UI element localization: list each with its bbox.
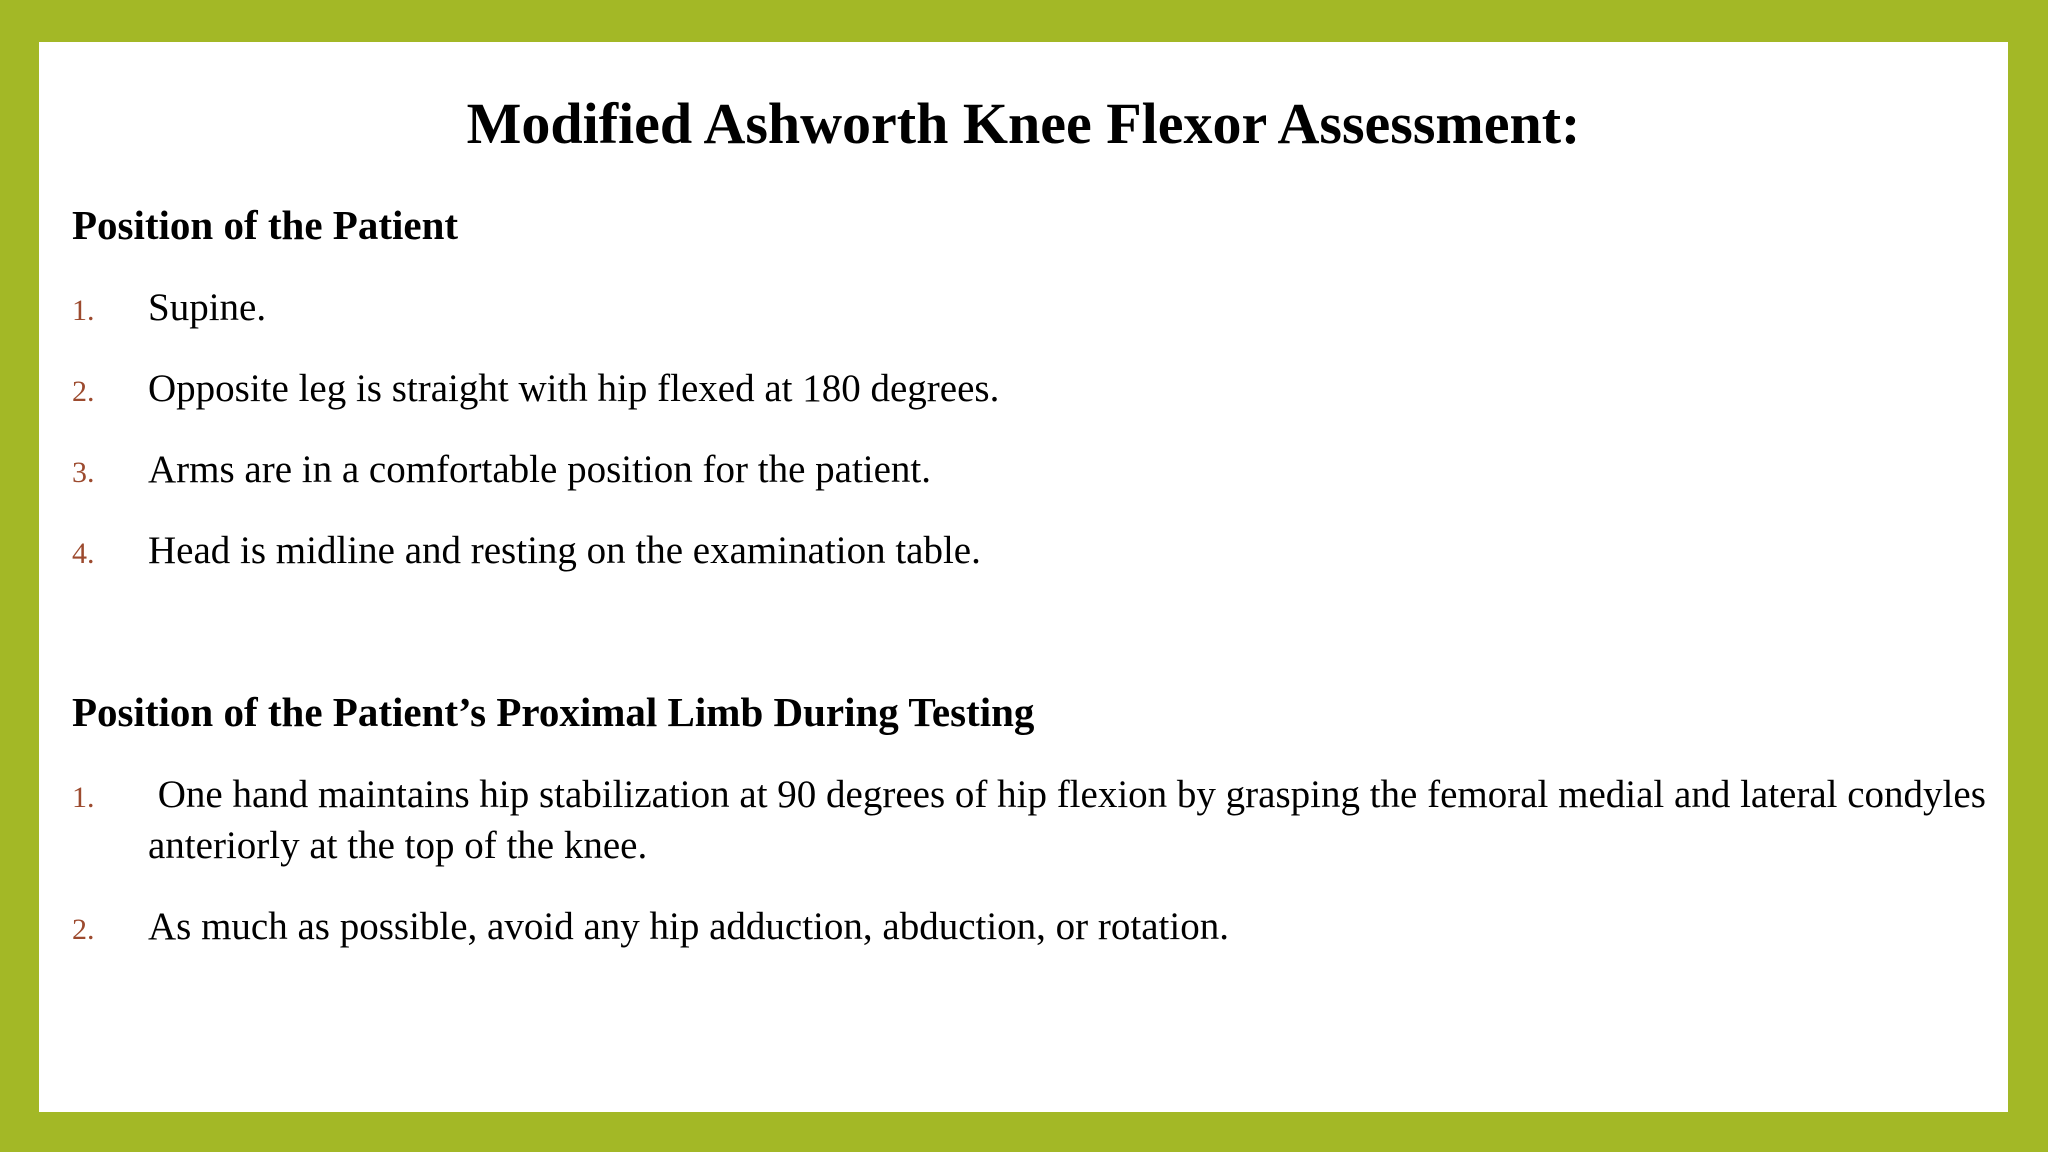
list-number: 2.	[72, 913, 95, 946]
list-number: 2.	[72, 375, 95, 408]
list-number: 3.	[72, 456, 95, 489]
list-text: Arms are in a comfortable position for the patient.	[148, 448, 932, 491]
list-text: Supine.	[148, 286, 267, 329]
list-text: Head is midline and resting on the examination table.	[148, 529, 981, 572]
section-heading-proximal-limb: Position of the Patient’s Proximal Limb During Testing	[72, 689, 1035, 735]
list-text: Opposite leg is straight with hip flexed at 180 degrees.	[148, 367, 1000, 410]
section-heading-patient-position: Position of the Patient	[72, 202, 459, 248]
list-text: As much as possible, avoid any hip adduction, abduction, or rotation.	[148, 905, 1229, 948]
slide-title: Modified Ashworth Knee Flexor Assessment:	[466, 91, 1581, 156]
slide-panel	[39, 42, 2008, 1112]
list-number: 1.	[72, 781, 95, 814]
list-number: 4.	[72, 537, 95, 570]
list-text: One hand maintains hip stabilization at 90 degrees of hip flexion by grasping the femoral medial and lateral condyles anteriorly at the top of the knee.	[148, 773, 1996, 867]
list-number: 1.	[72, 294, 95, 327]
